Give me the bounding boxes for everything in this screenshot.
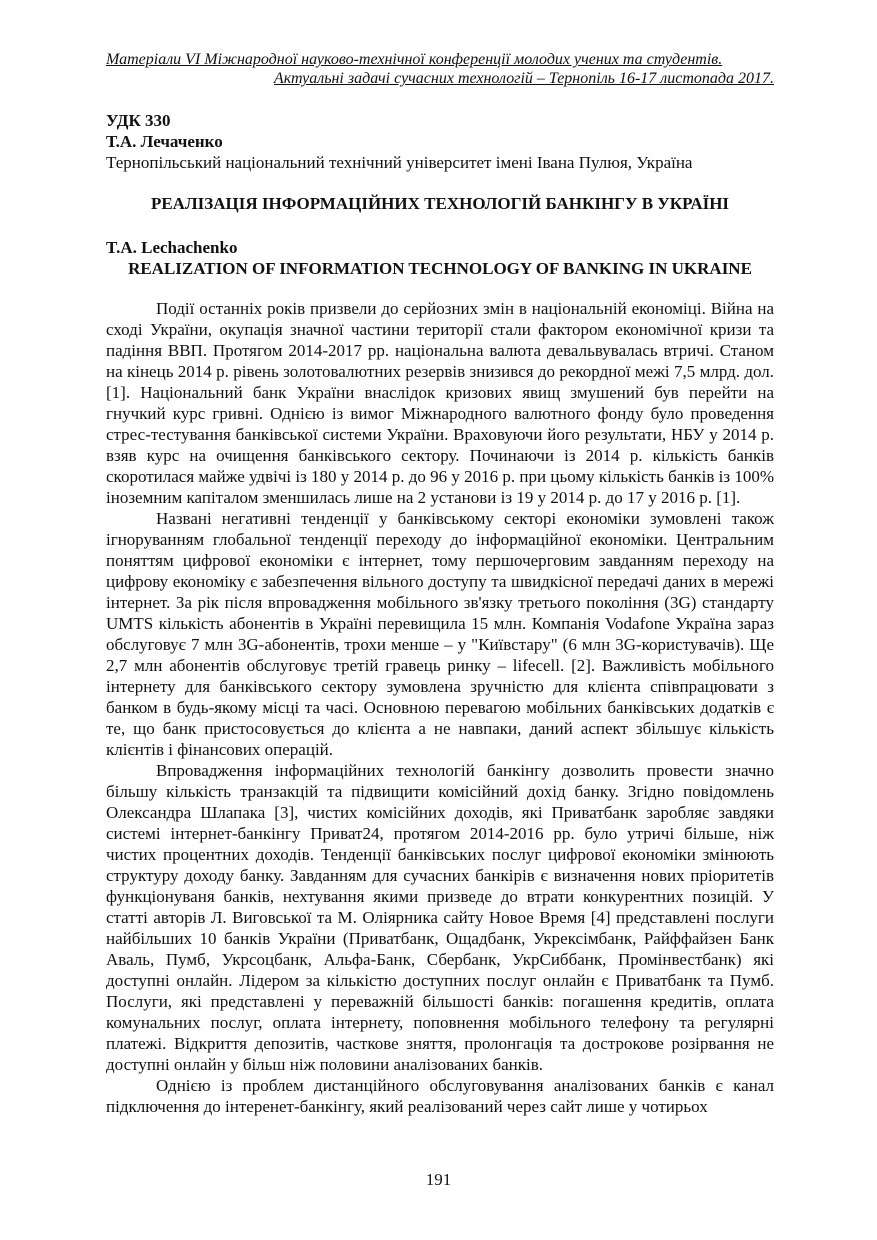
paragraph: Впровадження інформаційних технологій банкінгу дозволить провести значно більшу кількість транзакцій та підвищити комісійний дохід банку. Згідно повідомлень Олександра Шлапака [3], чистих комісійних доходів, які Приватбанк заробляє завдяки системі інтернет-банкінгу Приват24, протягом 2014-2016 рр. було утричі більше, ніж чистих процентних доходів. Тенденції банківських послуг цифрової економіки змінюють структуру доходу банку. Завданням для сучасних банкірів є визначення нових пріоритетів функціонуваня банків, нехтування якими призведе до втрати конкурентних позицій. У статті авторів Л. Виговської та М. Оліярника сайту Новое Время [4] представлені послуги найбільших 10 банків України (Приватбанк, Ощадбанк, Укрексімбанк, Райффайзен Банк Аваль, Пумб, Укрсоцбанк, Альфа-Банк, Сбербанк, УкрСиббанк, Промінвестбанк) які доступні онлайн. Лідером за кількістю доступних послуг онлайн є Приватбанк та Пумб. Послуги, які представлені у переважній більшості банків: погашення кредитів, оплата комунальних послуг, оплата інтернету, поповнення мобільного телефону та регулярні платежі. Відкриття депозитів, часткове зняття, пролонгація та дострокове розірвання не доступні онлайн у більш ніж половини аналізованих банків.: [106, 761, 774, 1074]
paragraph: Названі негативні тенденції у банківському секторі економіки зумовлені також ігноруванням глобальної тенденції переходу до інформаційної економіки. Центральним поняттям цифрової економіки є інтернет, тому першочерговим завданням переходу на цифрову економіку є забезпечення вільного доступу та швидкісної передачі даних в мережі інтернет. За рік після впровадження мобільного зв'язку третього покоління (3G) стандарту UMTS кількість абонентів в Україні перевищила 15 млн. Компанія Vodafone Україна зараз обслуговує 7 млн 3G-абонентів, трохи менше – у "Київстару" (6 млн 3G-користувачів). Ще 2,7 млн абонентів обслуговує третій гравець ринку – lifecell. [2]. Важливість мобільного інтернету для банківського сектору зумовлена зручністю для клієнта співпрацювати з банком в будь-якому місці та часі. Основною перевагою мобільних банківських додатків є те, що банк пристосовується до клієнта а не навпаки, даний аспект збільшує кількість клієнтів і фінансових операцій.: [106, 509, 774, 759]
affiliation: Тернопільський національний технічний університет імені Івана Пулюя, Україна: [106, 153, 693, 172]
article-body: [106, 298, 774, 1117]
paragraph: Події останніх років призвели до серйозних змін в національній економіці. Війна на сході України, окупація значної частини території стали фактором економічної кризи та падіння ВВП. Протягом 2014-2017 рр. національна валюта девальвувалась втричі. Станом на кінець 2014 р. рівень золотовалютних резервів знизився до рекордної межі 7,5 млрд. дол.[1]. Національний банк України внаслідок кризових явищ змушений був перейти на гнучкий курс гривні. Однією із вимог Міжнародного валютного фонду було проведення стрес-тестування банківської системи України. Враховуючи його результати, НБУ у 2014 р. взяв курс на очищення банківського сектору. Починаючи із 2014 р. кількість банків скоротилася майже удвічі із 180 у 2014 р. до 96 у 2016 р. при цьому кількість банків із 100% іноземним капіталом зменшилась лише на 2 установи із 19 у 2014 р. до 17 у 2016 р. [1].: [106, 299, 774, 507]
title-english: REALIZATION OF INFORMATION TECHNOLOGY OF BANKING IN UKRAINE: [128, 259, 752, 278]
paragraph: Однією із проблем дистанційного обслуговування аналізованих банків є канал підключення до інтеренет-банкінгу, який реалізований через сайт лише у чотирьох: [106, 1076, 774, 1116]
author-en: T.A. Lechachenko: [106, 238, 238, 257]
page-content: [106, 50, 774, 1117]
udc-code: УДК 330: [106, 111, 171, 130]
running-header-line-1: Матеріали VI Міжнародної науково-технічної конференції молодих учених та студентів.: [106, 51, 723, 68]
running-header: [106, 50, 774, 88]
page-number: 191: [425, 1170, 452, 1189]
running-header-line-2: Актуальні задачі сучасних технологій – Тернопіль 16-17 листопада 2017.: [273, 70, 774, 87]
author-ua: Т.А. Лечаченко: [106, 132, 223, 151]
title-ukrainian: РЕАЛІЗАЦІЯ ІНФОРМАЦІЙНИХ ТЕХНОЛОГІЙ БАНКІНГУ В УКРАЇНІ: [150, 194, 730, 213]
